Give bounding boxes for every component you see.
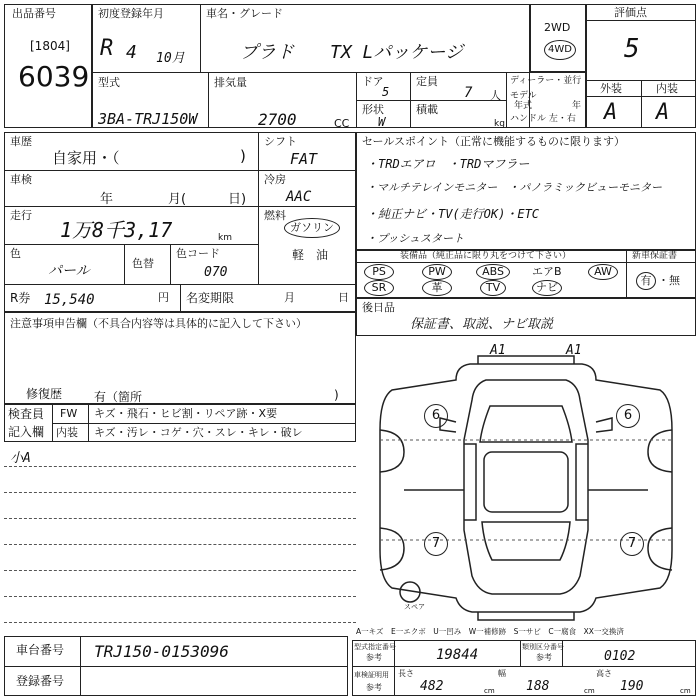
history-close: ) bbox=[240, 147, 246, 165]
lot-number: 6039 bbox=[18, 60, 90, 93]
first-reg-month: 10月 bbox=[156, 51, 185, 66]
cert-class-value: 0102 bbox=[604, 649, 636, 664]
color-value: パール bbox=[48, 263, 90, 279]
cert-hei-unit: cm bbox=[680, 687, 691, 695]
cert-size-label: 車検証明用 bbox=[354, 671, 389, 679]
first-reg-year: 4 bbox=[126, 42, 137, 63]
drive-2wd: 2WD bbox=[544, 21, 571, 34]
cert-hei: 190 bbox=[620, 679, 644, 694]
selling-item-4: ・プッシュスタート bbox=[366, 232, 465, 245]
equip-sr: SR bbox=[364, 280, 394, 296]
mark-a1-front-left: A1 bbox=[490, 343, 506, 358]
model-value: 3BA-TRJ150W bbox=[98, 110, 198, 128]
drive-4wd: 4WD bbox=[544, 40, 576, 60]
warranty-label: 新車保証書 bbox=[632, 251, 678, 261]
equip-pw: PW bbox=[422, 264, 452, 280]
score-value: 5 bbox=[624, 34, 640, 64]
capacity-value: 7 bbox=[464, 85, 473, 101]
selling-item-1: ・TRDエアロ ・TRDマフラー bbox=[366, 157, 530, 171]
inspector-label2: 記入欄 bbox=[8, 425, 45, 439]
inspection-label: 車検 bbox=[10, 173, 32, 186]
first-reg-label: 初度登録年月 bbox=[98, 7, 164, 20]
spare-label: スペア bbox=[404, 603, 425, 611]
recycle-label: R券 bbox=[10, 291, 31, 305]
inspector-fw: FW bbox=[60, 407, 78, 420]
first-reg-era: R bbox=[100, 36, 114, 61]
cert-wid: 188 bbox=[526, 679, 550, 694]
ac-value: AAC bbox=[286, 189, 312, 205]
dealer-year: 年式 bbox=[514, 101, 533, 111]
disp-unit: CC bbox=[334, 117, 350, 130]
equip-leather: 革 bbox=[422, 280, 452, 296]
equip-ps: PS bbox=[364, 264, 394, 280]
dealer-model: モデル bbox=[510, 91, 537, 101]
drive-box bbox=[530, 4, 586, 72]
dealer-handle: ハンドル 左・右 bbox=[510, 114, 576, 124]
inspector-note: 小A bbox=[10, 451, 31, 466]
inspector-fw-items: キズ・飛石・ヒビ割・リペア跡・X要 bbox=[94, 407, 278, 420]
cert-hei-label: 高さ bbox=[596, 669, 612, 678]
inspector-label1: 検査員 bbox=[8, 407, 45, 421]
attachments-label: 後日品 bbox=[362, 301, 395, 314]
mark-a1-front-right: A1 bbox=[566, 343, 582, 358]
recycle-unit: 円 bbox=[158, 291, 169, 304]
mileage-unit: km bbox=[218, 233, 232, 243]
history-label: 車歴 bbox=[10, 135, 32, 148]
car-grade: TX Lパッケージ bbox=[330, 42, 463, 63]
disp-label: 排気量 bbox=[214, 76, 247, 89]
repair-label: 修復歴 bbox=[26, 387, 63, 401]
repair-close: ) bbox=[334, 388, 339, 402]
inspector-in: 内装 bbox=[56, 426, 78, 439]
selling-item-3: ・純正ナビ・TV(走行OK)・ETC bbox=[366, 207, 540, 221]
doors-label: ドア bbox=[362, 75, 384, 88]
name-change-month: 月 bbox=[284, 291, 295, 304]
inspection-month: 月( bbox=[168, 192, 187, 207]
history-value: 自家用・（ bbox=[52, 149, 120, 167]
lot-bracket: [1804] bbox=[30, 39, 70, 53]
shape-label: 形状 bbox=[362, 103, 384, 116]
exterior-label: 外装 bbox=[600, 82, 622, 95]
equip-navi: ナビ bbox=[532, 280, 562, 296]
cert-wid-label: 幅 bbox=[498, 669, 506, 678]
cert-model-label: 型式指定番号 bbox=[354, 643, 396, 651]
interior-value: A bbox=[656, 100, 670, 125]
reg-no-label: 登録番号 bbox=[16, 674, 65, 688]
disp-value: 2700 bbox=[258, 110, 297, 129]
mileage-label: 走行 bbox=[10, 209, 32, 222]
inspector-in-items: キズ・汚レ・コゲ・穴・スレ・キレ・破レ bbox=[94, 426, 303, 439]
chassis-label: 車台番号 bbox=[16, 643, 65, 657]
warranty-yes: 有 bbox=[636, 272, 656, 290]
interior-label: 内装 bbox=[656, 82, 678, 95]
mark-6-left: 6 bbox=[424, 404, 448, 428]
color-code: 070 bbox=[204, 265, 228, 280]
load-unit: kg bbox=[494, 119, 505, 129]
cert-wid-unit: cm bbox=[584, 687, 595, 695]
mark-7-right: 7 bbox=[620, 532, 644, 556]
mark-6-right: 6 bbox=[616, 404, 640, 428]
notes-label: 注意事項申告欄（不具合内容等は具体的に記入して下さい） bbox=[10, 317, 307, 330]
lot-label: 出品番号 bbox=[12, 7, 56, 20]
equip-airbag: エアB bbox=[532, 265, 562, 278]
name-change-day: 日 bbox=[338, 291, 349, 304]
score-label: 評価点 bbox=[614, 6, 647, 19]
cert-len-label: 長さ bbox=[398, 669, 414, 678]
fuel-label: 燃料 bbox=[264, 209, 286, 222]
car-label: 車名・グレード bbox=[206, 7, 283, 20]
dealer-label: ディーラー・並行 bbox=[510, 76, 582, 86]
equip-aw: AW bbox=[588, 264, 618, 280]
selling-label: セールスポイント（正常に機能するものに限ります） bbox=[362, 135, 626, 148]
color-change-label: 色替 bbox=[132, 257, 154, 270]
cert-len-unit: cm bbox=[484, 687, 495, 695]
shift-label: シフト bbox=[264, 135, 297, 148]
color-label: 色 bbox=[10, 247, 21, 260]
cert-len: 482 bbox=[420, 679, 444, 694]
fuel-diesel: 軽 油 bbox=[292, 248, 329, 262]
exterior-value: A bbox=[604, 100, 618, 125]
cert-class-ref: 参考 bbox=[536, 653, 552, 662]
shape-value: W bbox=[378, 115, 386, 129]
selling-item-2: ・マルチテレインモニター ・パノラミックビューモニター bbox=[366, 181, 663, 194]
doors-value: 5 bbox=[382, 85, 390, 99]
cert-model-ref: 参考 bbox=[366, 653, 382, 662]
shift-value: FAT bbox=[290, 150, 318, 168]
cert-size-ref: 参考 bbox=[366, 683, 382, 692]
load-label: 積載 bbox=[416, 103, 438, 116]
chassis-value: TRJ150-0153096 bbox=[94, 642, 229, 661]
mark-7-left: 7 bbox=[424, 532, 448, 556]
inspection-day: 日) bbox=[228, 192, 247, 207]
capacity-unit: 人 bbox=[490, 89, 501, 102]
warranty-no: ・無 bbox=[658, 274, 680, 287]
equip-abs: ABS bbox=[476, 264, 510, 280]
repair-value: 有（箇所 bbox=[94, 390, 143, 404]
ac-label: 冷房 bbox=[264, 173, 286, 186]
equipment-label: 装備品（純正品に限り丸をつけて下さい） bbox=[400, 251, 572, 261]
name-change-label: 名変期限 bbox=[186, 291, 235, 305]
color-code-label: 色コード bbox=[176, 247, 220, 260]
fuel-gas: ガソリン bbox=[284, 218, 340, 238]
dealer-year-unit: 年 bbox=[572, 101, 582, 111]
attachments-value: 保証書、取説、ナビ取説 bbox=[410, 317, 554, 332]
cert-class-label: 類別区分番号 bbox=[522, 643, 564, 651]
model-label: 型式 bbox=[98, 76, 120, 89]
legend: A一キズ E一エクボ U一凹み W一補修跡 S一サビ C一腐食 XX一交換済 bbox=[356, 627, 624, 636]
recycle-value: 15,540 bbox=[44, 292, 95, 308]
inspection-year: 年 bbox=[100, 192, 114, 207]
mileage-value: 1万8千3,17 bbox=[60, 218, 173, 242]
car-name: プラド bbox=[240, 42, 294, 63]
equip-tv: TV bbox=[480, 280, 506, 296]
capacity-label: 定員 bbox=[416, 75, 438, 88]
cert-model-value: 19844 bbox=[436, 647, 479, 663]
car-diagram bbox=[360, 340, 696, 624]
